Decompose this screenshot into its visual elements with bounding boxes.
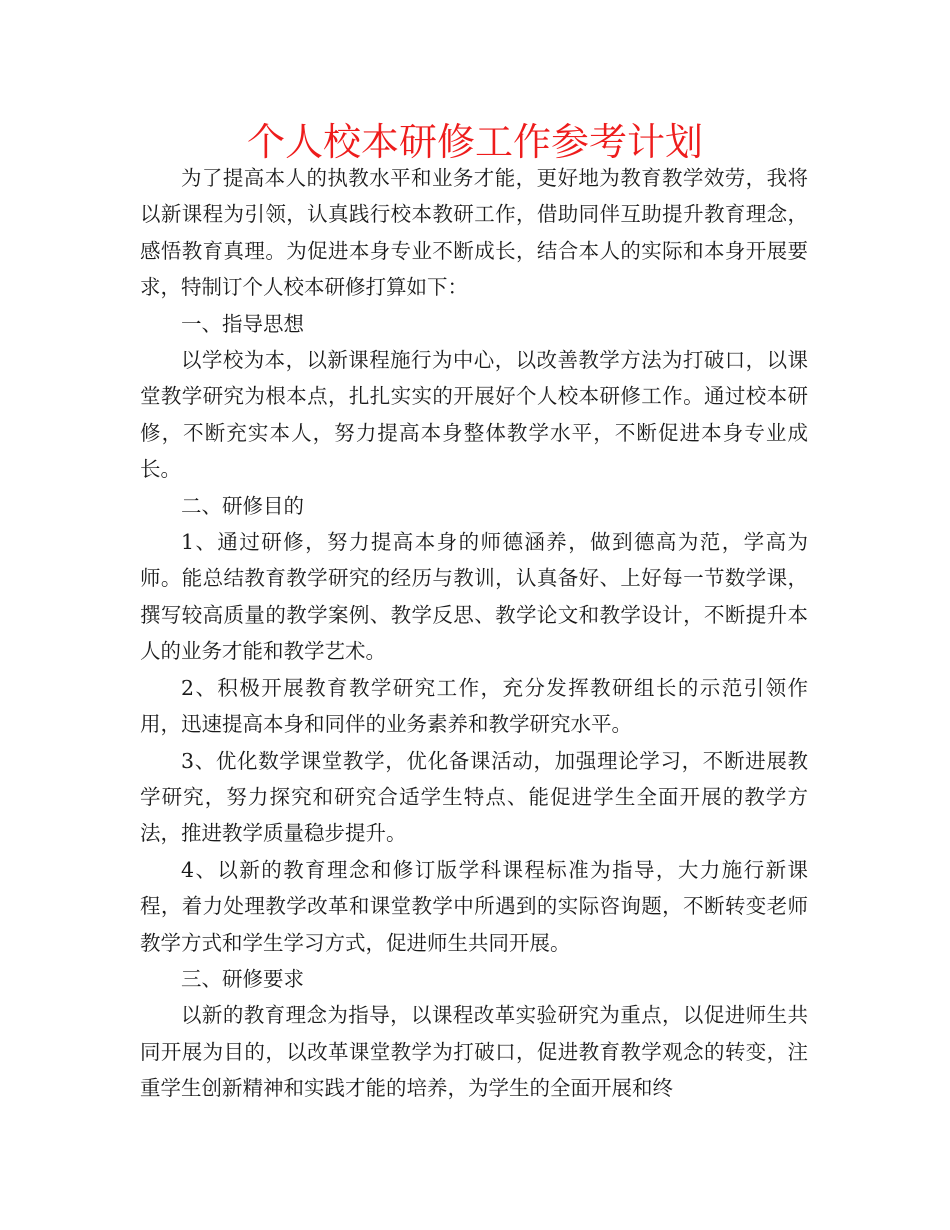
requirements-paragraph: 以新的教育理念为指导，以课程改革实验研究为重点，以促进师生共同开展为目的，以改革课堂教学为打破口，促进教育教学观念的转变，注重学生创新精神和实践才能的培养，为学生的全面开展和终	[140, 1003, 808, 1101]
document-body	[140, 160, 808, 1107]
section-heading-requirements: 三、研修要求	[181, 966, 304, 991]
goal-item-4: 4、以新的教育理念和修订版学科课程标准为指导，大力施行新课程，着力处理教学改革和课堂教学中所遇到的实际咨询题，不断转变老师教学方式和学生学习方式，促进师生共同开展。	[140, 857, 808, 955]
goal-item-1: 1、通过研修，努力提高本身的师德涵养，做到德高为范，学高为师。能总结教育教学研究的经历与教训，认真备好、上好每一节数学课，撰写较高质量的教学案例、教学反思、教学论文和教学设计，不断提升本人的业务才能和教学艺术。	[140, 530, 808, 664]
goal-item-3: 3、优化数学课堂教学，优化备课活动，加强理论学习，不断进展教学研究，努力探究和研究合适学生特点、能促进学生全面开展的教学方法，推进教学质量稳步提升。	[140, 748, 808, 846]
goal-item-2: 2、积极开展教育教学研究工作，充分发挥教研组长的示范引领作用，迅速提高本身和同伴的业务素养和教学研究水平。	[140, 675, 808, 737]
section-heading-goals: 二、研修目的	[181, 493, 304, 518]
intro-paragraph: 为了提高本人的执教水平和业务才能，更好地为教育教学效劳，我将以新课程为引领，认真践行校本教研工作，借助同伴互助提升教育理念，感悟教育真理。为促进本身专业不断成长，结合本人的实际和本身开展要求，特制订个人校本研修打算如下：	[140, 166, 808, 300]
section-heading-guiding-thought: 一、指导思想	[181, 311, 304, 336]
guiding-thought-paragraph: 以学校为本，以新课程施行为中心，以改善教学方法为打破口，以课堂教学研究为根本点，扎扎实实的开展好个人校本研修工作。通过校本研修，不断充实本人，努力提高本身整体教学水平，不断促进本身专业成长。	[140, 348, 808, 482]
document-title: 个人校本研修工作参考计划	[246, 120, 703, 164]
